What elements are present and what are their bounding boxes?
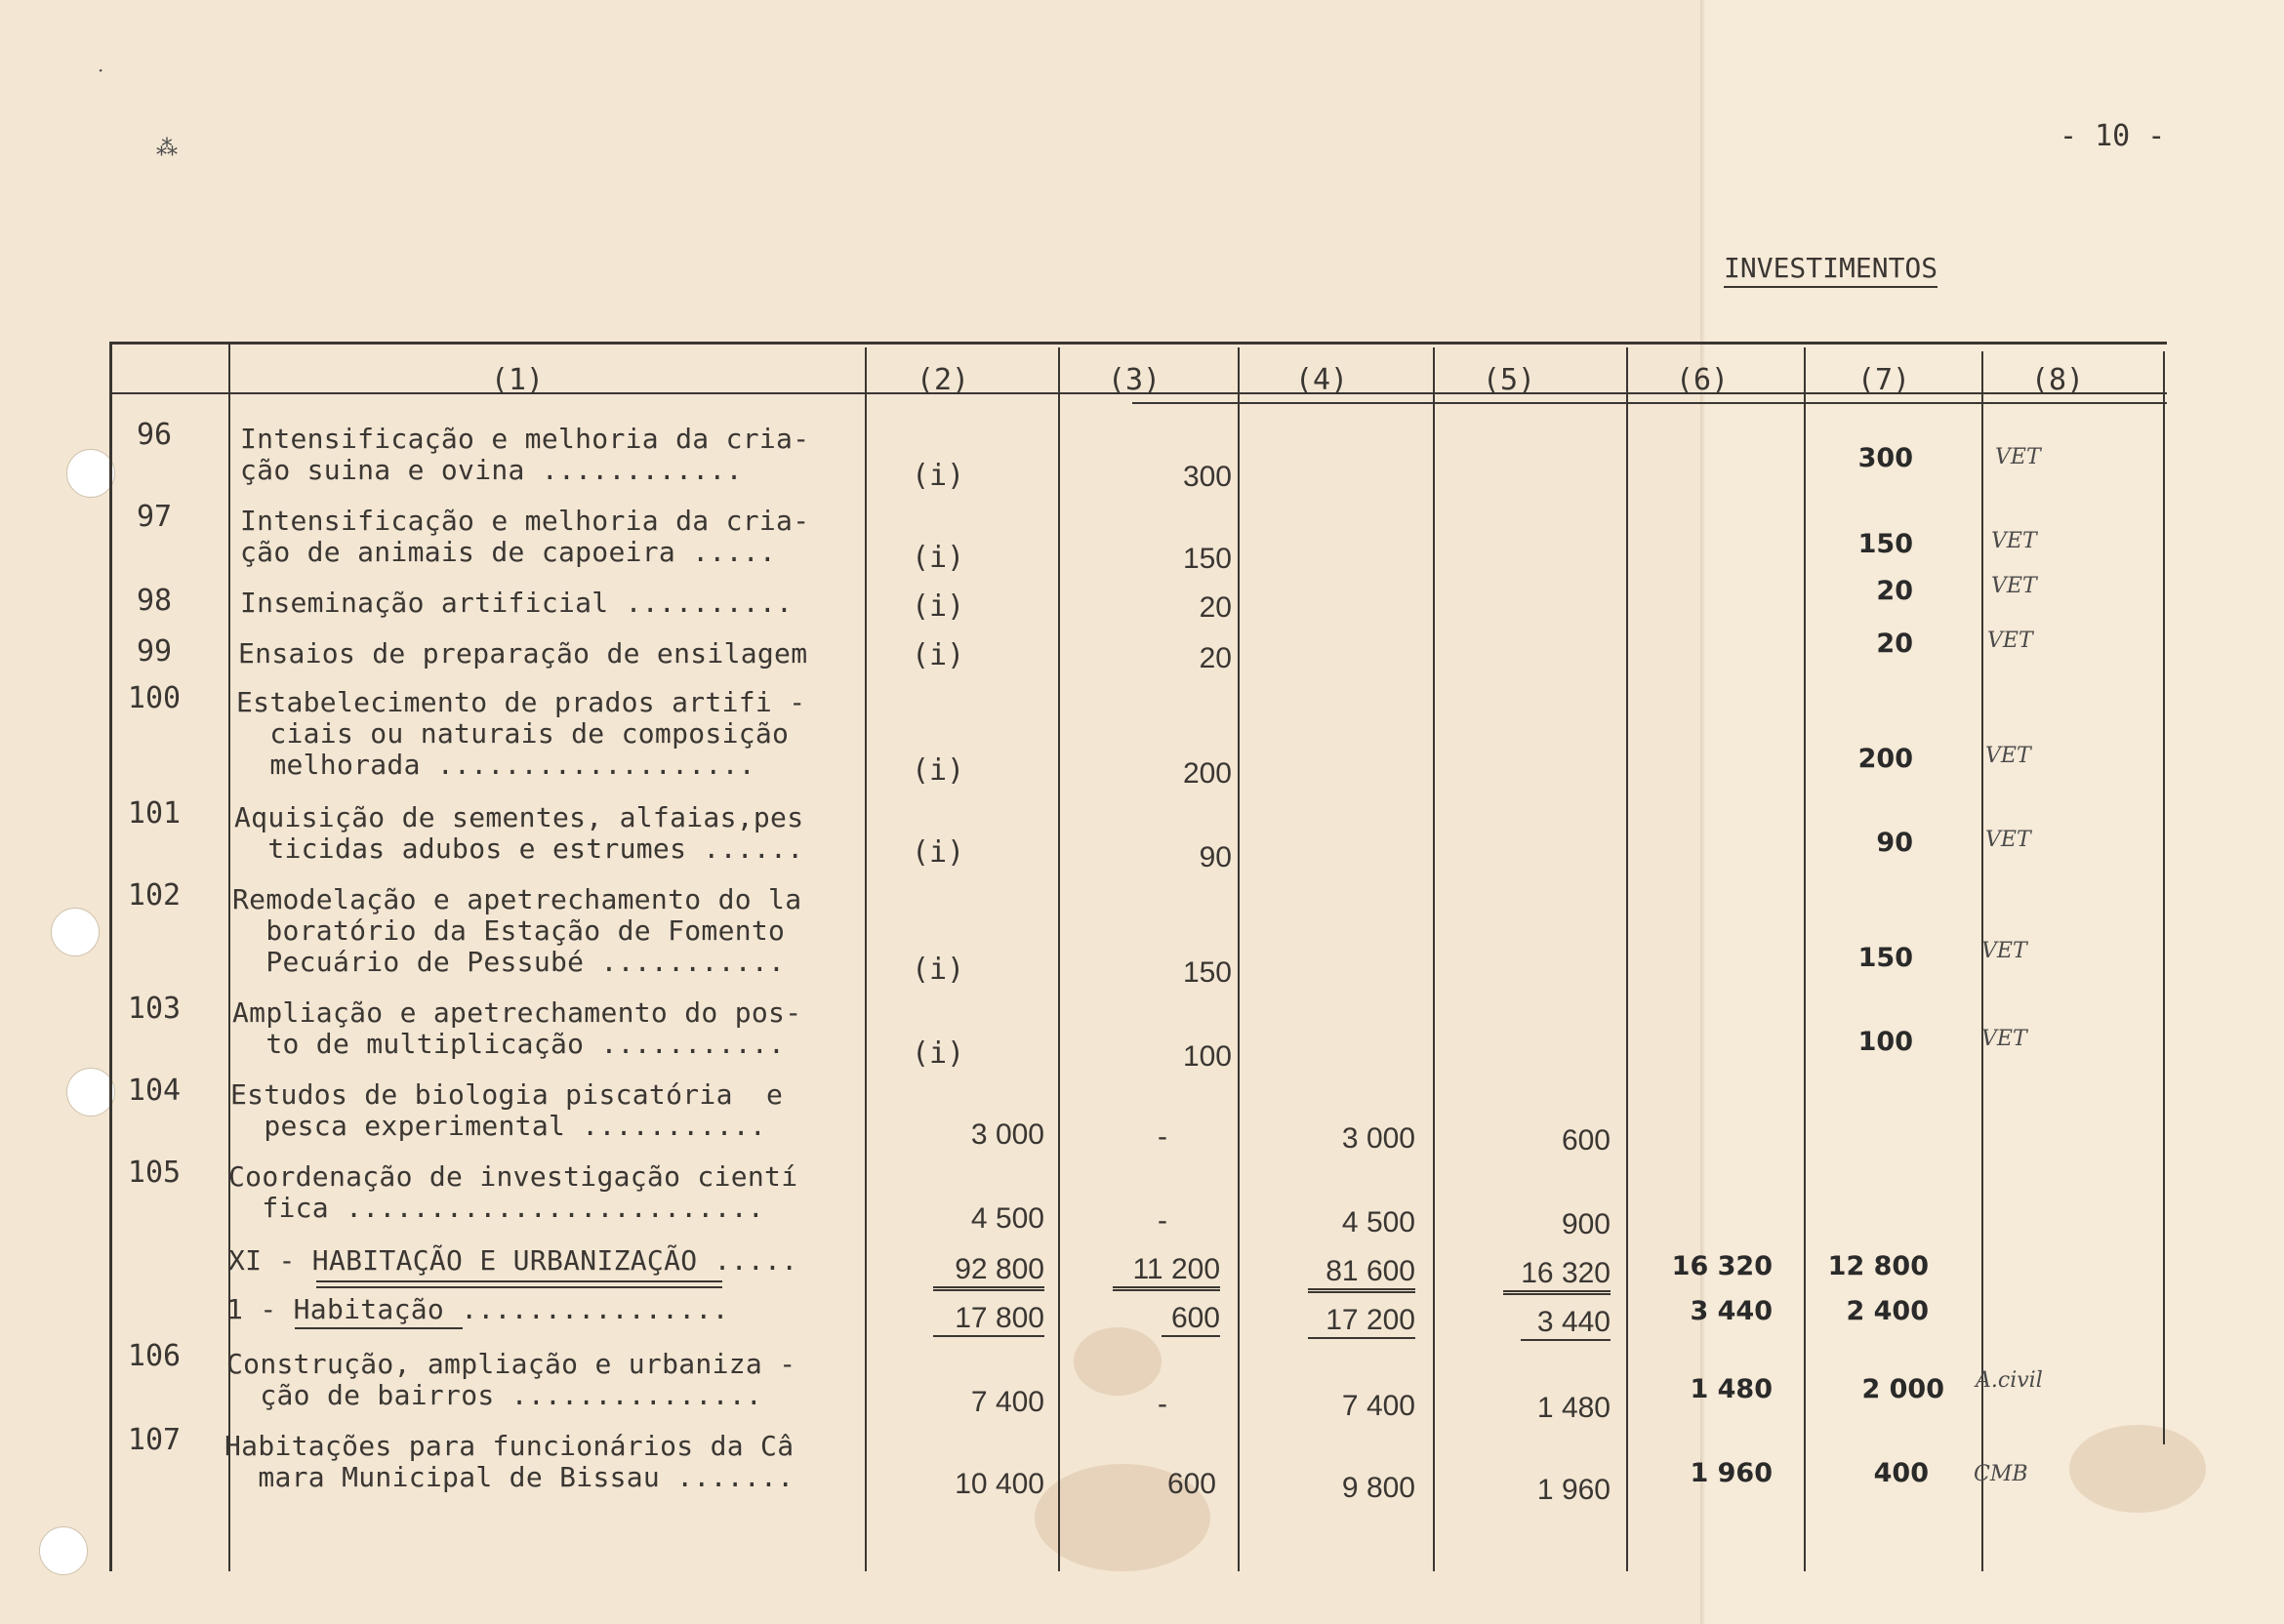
desc-line: Estabelecimento de prados artifi - [236,686,806,718]
table-header-border [1132,402,2167,404]
col7-value: 150 [1857,943,1913,973]
col3-value: 200 [1182,757,1232,790]
desc-line: Intensificação e melhoria da cria- [240,505,810,537]
row-description [236,687,805,781]
col2-value: 17 800 [933,1302,1044,1337]
desc-line: to de multiplicação ........... [232,1028,786,1060]
punch-hole-icon [66,1068,115,1116]
col7-value: 300 [1857,443,1913,473]
col3-value: 600 [1166,1468,1216,1500]
column-divider [2163,351,2165,1444]
column-header: (3) [1107,363,1162,397]
row-number: 105 [127,1156,182,1190]
col5-value: 600 [1561,1124,1611,1157]
col8-note: VET [1985,828,2031,852]
column-divider [1433,347,1435,1571]
col8-note: CMB [1974,1462,2028,1486]
desc-line: ticidas adubos e estrumes ...... [234,832,804,865]
page-number: - 10 - [2060,119,2166,153]
row-description [230,1079,783,1142]
column-divider [1238,347,1240,1571]
desc-line: Aquisição de sementes, alfaias,pes [234,801,804,833]
row-number: 101 [127,796,182,831]
row-description [232,997,801,1060]
desc-line: Ampliação e apetrechamento do pos- [232,996,802,1029]
punch-hole-icon [51,908,100,956]
desc-line: Inseminação artificial .......... [240,587,794,619]
col8-note: VET [1981,939,2027,963]
col5-value: 900 [1561,1208,1611,1240]
row-description [228,1161,797,1224]
desc-line: XI - HABITAÇÃO E URBANIZAÇÃO ..... [228,1244,798,1277]
col8-note: VET [1987,629,2033,653]
section-title-underline [316,1286,722,1288]
col2-value: (i) [912,953,965,987]
column-header: (4) [1294,363,1349,397]
col3-value: - [1158,1120,1167,1153]
col5-value: 3 440 [1521,1306,1611,1341]
desc-line: Habitações para funcionários da Câ [224,1430,795,1462]
col4-value: 81 600 [1308,1255,1415,1293]
col4-value: 9 800 [1341,1472,1415,1504]
column-header: (1) [490,363,545,397]
col7-value: 150 [1857,529,1913,559]
row-number: 97 [136,500,173,534]
col3-value: 11 200 [1113,1253,1220,1291]
col7-value: 100 [1857,1027,1913,1057]
stain [1074,1327,1162,1396]
col3-value: 150 [1182,543,1232,575]
col7-value: 2 000 [1861,1374,1944,1404]
col3-value: - [1158,1204,1167,1237]
col5-value: 1 960 [1536,1474,1611,1506]
col2-value: (i) [912,638,965,672]
col7-value: 90 [1876,828,1913,858]
col4-value: 17 200 [1308,1304,1415,1339]
col2-value: (i) [912,1036,965,1071]
col3-value: 600 [1162,1302,1220,1337]
desc-line: ção de bairros ............... [226,1379,763,1411]
row-description [226,1349,795,1411]
row-description [240,424,809,486]
col2-value: 10 400 [955,1468,1044,1500]
desc-line: mara Municipal de Bissau ....... [224,1461,795,1493]
column-header: (2) [916,363,970,397]
row-number: 103 [127,992,182,1026]
table-top-border [109,342,2167,345]
col4-value: 3 000 [1341,1122,1415,1155]
col6-value: 1 960 [1690,1458,1773,1488]
desc-line: melhorada ................... [236,749,755,781]
row-number: 100 [127,681,182,715]
section-title-underline [316,1280,722,1282]
col8-note: VET [1981,1027,2027,1051]
row-description [240,506,809,568]
col7-value: 200 [1857,744,1913,774]
row-description [234,802,803,865]
row-description [240,588,793,619]
row-number: 106 [127,1339,182,1373]
desc-line: Construção, ampliação e urbaniza - [226,1348,796,1380]
col2-value: (i) [912,541,965,575]
col8-note: VET [1985,744,2031,768]
desc-line: pesca experimental ........... [230,1110,767,1142]
col5-value: 16 320 [1503,1257,1611,1295]
col2-value: 4 500 [970,1202,1044,1235]
col7-value: 400 [1873,1458,1929,1488]
col7-value: 2 400 [1846,1296,1929,1326]
subsection-title-underline [295,1327,463,1329]
col4-value: 7 400 [1341,1390,1415,1422]
row-number: 107 [127,1423,182,1457]
col7-value: 20 [1876,629,1913,659]
ink-blot-icon: · [98,59,104,82]
row-number: 102 [127,878,182,913]
row-number: 104 [127,1074,182,1108]
col3-value: 100 [1182,1040,1232,1073]
column-divider [1058,347,1060,1571]
column-header: (5) [1482,363,1536,397]
desc-line: Estudos de biologia piscatória e [230,1078,784,1111]
col3-value: 90 [1199,841,1232,873]
col3-value: 150 [1182,956,1232,989]
desc-line: 1 - Habitação ................ [226,1293,729,1325]
column-header: (7) [1856,363,1911,397]
col3-value: 300 [1182,461,1232,493]
col5-value: 1 480 [1536,1392,1611,1424]
col3-value: 20 [1199,591,1232,624]
col7-value: 20 [1876,576,1913,606]
row-description [232,884,801,978]
subsection-row-description [226,1294,729,1325]
desc-line: Intensificação e melhoria da cria- [240,423,810,455]
col6-value: 3 440 [1690,1296,1773,1326]
desc-line: Pecuário de Pessubé ........... [232,946,786,978]
col3-value: - [1158,1388,1167,1420]
column-divider [865,347,867,1571]
desc-line: Coordenação de investigação cientí [228,1160,798,1193]
col8-note: VET [1991,529,2037,553]
desc-line: fica ......................... [228,1192,765,1224]
col8-note: A.civil [1976,1368,2043,1393]
col6-value: 1 480 [1690,1374,1773,1404]
row-number: 99 [136,634,173,669]
desc-line: boratório da Estação de Fomento [232,914,786,947]
row-number: 98 [136,584,173,618]
ink-blot-icon: ⁂ [156,137,178,161]
col8-note: VET [1995,445,2041,469]
desc-line: Ensaios de preparação de ensilagem [238,637,808,670]
col7-value: 12 800 [1827,1251,1929,1281]
desc-line: Remodelação e apetrechamento do la [232,883,802,915]
punch-hole-icon [66,449,115,498]
desc-line: ciais ou naturais de composição [236,717,790,750]
col2-value: (i) [912,459,965,493]
punch-hole-icon [39,1526,88,1575]
desc-line: ção suina e ovina ............ [240,454,743,486]
row-number: 96 [136,418,173,452]
col2-value: 92 800 [933,1253,1044,1291]
col2-value: (i) [912,589,965,624]
col2-value: (i) [912,835,965,870]
col8-note: VET [1991,574,2037,598]
col2-value: (i) [912,753,965,788]
section-row-description [228,1245,797,1277]
column-divider [1626,347,1628,1571]
col6-value: 16 320 [1671,1251,1773,1281]
col4-value: 4 500 [1341,1206,1415,1238]
section-heading: INVESTIMENTOS [1724,252,1937,288]
stain [2069,1425,2206,1513]
col3-value: 20 [1199,642,1232,674]
col2-value: 7 400 [970,1386,1044,1418]
column-header: (8) [2030,363,2085,397]
col2-value: 3 000 [970,1118,1044,1151]
row-description [224,1431,794,1493]
column-header: (6) [1675,363,1730,397]
desc-line: ção de animais de capoeira ..... [240,536,777,568]
row-description [238,638,807,670]
